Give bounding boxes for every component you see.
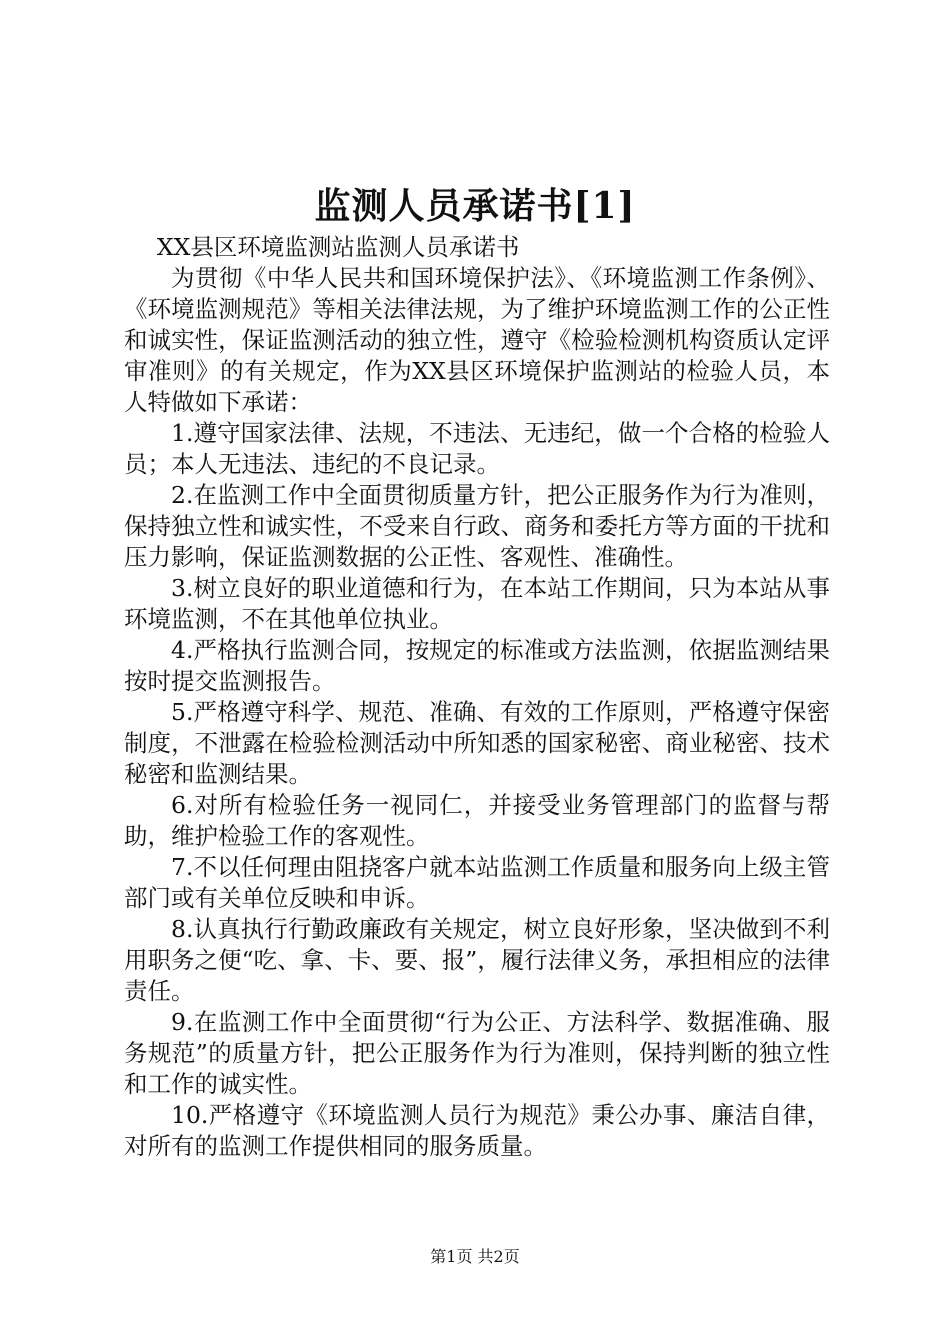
commitment-item-6: 6.对所有检验任务一视同仁，并接受业务管理部门的监督与帮助，维护检验工作的客观性。 xyxy=(124,791,830,850)
document-title: 监测人员承诺书[1] xyxy=(314,185,636,227)
commitment-item-9: 9.在监测工作中全面贯彻“行为公正、方法科学、数据准确、服务规范”的质量方针，把公正服务作为行为准则，保持判断的独立性和工作的诚实性。 xyxy=(124,1008,830,1098)
intro-paragraph: 为贯彻《中华人民共和国环境保护法》、《环境监测工作条例》、《环境监测规范》等相关法律法规，为了维护环境监测工作的公正性和诚实性，保证监测活动的独立性，遵守《检验检测机构资质认定评审准则》的有关规定，作为XX县区环境保护监测站的检验人员，本人特做如下承诺： xyxy=(124,264,830,416)
page-number-footer: 第1页 共2页 xyxy=(430,1247,520,1266)
commitment-item-5: 5.严格遵守科学、规范、准确、有效的工作原则，严格遵守保密制度，不泄露在检验检测活动中所知悉的国家秘密、商业秘密、技术秘密和监测结果。 xyxy=(124,698,830,788)
commitment-item-3: 3.树立良好的职业道德和行为，在本站工作期间，只为本站从事环境监测，不在其他单位执业。 xyxy=(124,574,830,633)
commitment-item-2: 2.在监测工作中全面贯彻质量方针，把公正服务作为行为准则，保持独立性和诚实性，不受来自行政、商务和委托方等方面的干扰和压力影响，保证监测数据的公正性、客观性、准确性。 xyxy=(124,481,830,571)
commitment-item-7: 7.不以任何理由阻挠客户就本站监测工作质量和服务向上级主管部门或有关单位反映和申诉。 xyxy=(124,853,830,912)
commitment-item-8: 8.认真执行行勤政廉政有关规定，树立良好形象，坚决做到不利用职务之便“吃、拿、卡、要、报”，履行法律义务，承担相应的法律责任。 xyxy=(124,915,830,1005)
commitment-item-10: 10.严格遵守《环境监测人员行为规范》秉公办事、廉洁自律，对所有的监测工作提供相同的服务质量。 xyxy=(124,1101,830,1160)
document-body xyxy=(124,232,830,1162)
commitment-item-1: 1.遵守国家法律、法规，不违法、无违纪，做一个合格的检验人员；本人无违法、违纪的不良记录。 xyxy=(124,419,830,478)
commitment-item-4: 4.严格执行监测合同，按规定的标准或方法监测，依据监测结果按时提交监测报告。 xyxy=(124,636,830,695)
document-subtitle: XX县区环境监测站监测人员承诺书 xyxy=(156,233,520,261)
